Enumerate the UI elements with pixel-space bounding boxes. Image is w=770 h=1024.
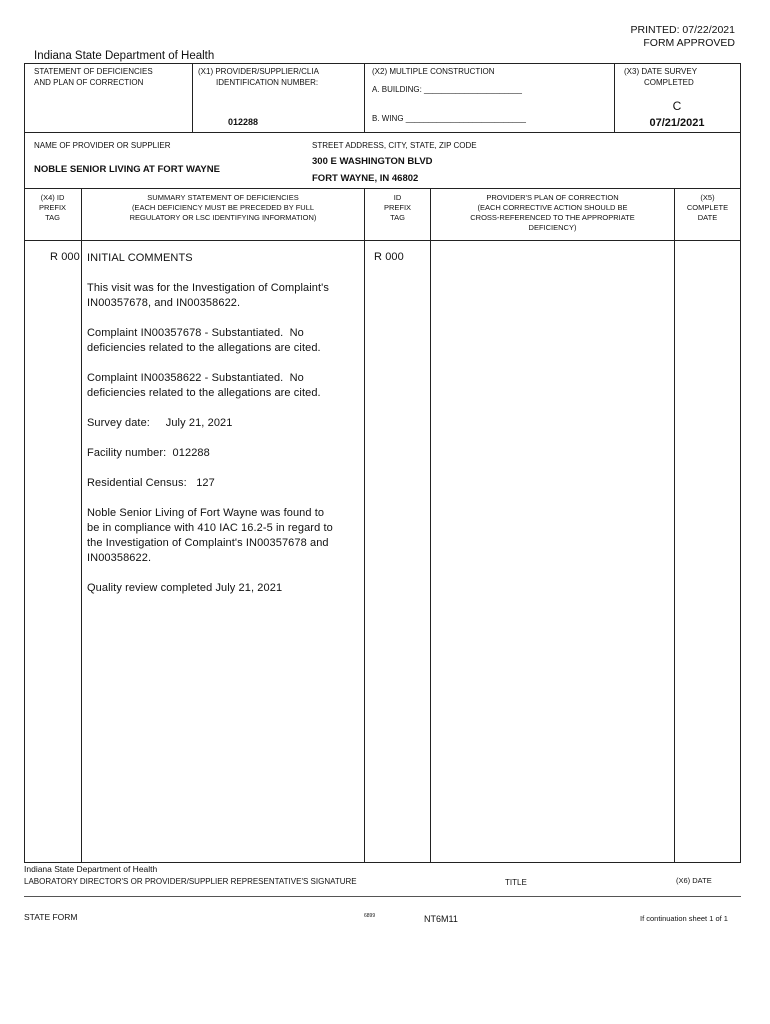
statement-label-line1: STATEMENT OF DEFICIENCIES	[34, 67, 153, 76]
paragraph: This visit was for the Investigation of Complaint's IN00357678, and IN00358622.	[87, 282, 329, 309]
divider	[24, 188, 741, 189]
printed-date: PRINTED: 07/22/2021	[630, 24, 735, 36]
x1-label-line1: (X1) PROVIDER/SUPPLIER/CLIA	[198, 67, 319, 76]
form-top-border	[24, 63, 741, 64]
building-field: A. BUILDING: ______________________	[372, 85, 522, 94]
address-label: STREET ADDRESS, CITY, STATE, ZIP CODE	[312, 141, 477, 150]
x5-header-line2: COMPLETE	[686, 203, 729, 212]
x1-label-line2: IDENTIFICATION NUMBER:	[216, 78, 319, 87]
x3-label-line2: COMPLETED	[644, 78, 694, 87]
entry-body	[87, 281, 357, 611]
id-header	[365, 193, 430, 223]
x6-date-label: (X6) DATE	[676, 876, 712, 885]
paragraph: Noble Senior Living of Fort Wayne was found to be in compliance with 410 IAC 16.2-5 in regard to the Investigation of Complaint's IN00357678 and IN00358622.	[87, 507, 333, 564]
summary-header	[82, 193, 364, 223]
summary-header-line3: REGULATORY OR LSC IDENTIFYING INFORMATION)	[129, 213, 317, 222]
divider	[192, 63, 193, 132]
signature-label: LABORATORY DIRECTOR'S OR PROVIDER/SUPPLIER REPRESENTATIVE'S SIGNATURE	[24, 877, 357, 886]
paragraph: Complaint IN00358622 - Substantiated. No deficiencies related to the allegations are cited.	[87, 372, 321, 399]
paragraph: Residential Census: 127	[87, 477, 215, 489]
x3-label	[624, 66, 697, 88]
x4-header-line2: PREFIX	[38, 203, 67, 212]
x5-header	[675, 193, 740, 223]
id-header-line1: ID	[393, 193, 402, 202]
address-line2: FORT WAYNE, IN 46802	[312, 173, 419, 184]
summary-header-line1: SUMMARY STATEMENT OF DEFICIENCIES	[147, 193, 299, 202]
paragraph: Quality review completed July 21, 2021	[87, 582, 283, 594]
plan-header-line2: (EACH CORRECTIVE ACTION SHOULD BE	[477, 203, 628, 212]
plan-header-line3: CROSS-REFERENCED TO THE APPROPRIATE	[470, 213, 635, 222]
title-label: TITLE	[505, 878, 527, 887]
wing-field: B. WING ___________________________	[372, 114, 526, 123]
agency-header: Indiana State Department of Health	[34, 50, 215, 62]
footer-agency: Indiana State Department of Health	[24, 864, 158, 874]
statement-label-line2: AND PLAN OF CORRECTION	[34, 78, 144, 87]
divider	[674, 188, 675, 862]
plan-header-line1: PROVIDER'S PLAN OF CORRECTION	[486, 193, 619, 202]
provider-id-value: 012288	[228, 117, 259, 127]
x2-label: (X2) MULTIPLE CONSTRUCTION	[372, 67, 495, 76]
state-form-label: STATE FORM	[24, 912, 78, 922]
form-number: 6899	[364, 913, 376, 919]
continuation-label: If continuation sheet 1 of 1	[640, 914, 728, 923]
survey-code: C	[672, 99, 682, 113]
id-tag: R 000	[374, 251, 404, 263]
provider-name: NOBLE SENIOR LIVING AT FORT WAYNE	[34, 164, 220, 175]
statement-label	[34, 66, 153, 88]
divider	[24, 240, 741, 241]
summary-header-line2: (EACH DEFICIENCY MUST BE PRECEDED BY FULL	[131, 203, 315, 212]
form-left-border	[24, 63, 25, 863]
id-header-line3: TAG	[390, 213, 405, 222]
paragraph: Complaint IN00357678 - Substantiated. No deficiencies related to the allegations are cited.	[87, 327, 321, 354]
x4-header	[24, 193, 81, 223]
x4-header-line1: (X4) ID	[40, 193, 65, 202]
x5-header-line3: DATE	[697, 213, 718, 222]
x1-label	[198, 66, 358, 88]
id-header-line2: PREFIX	[383, 203, 412, 212]
divider	[81, 188, 82, 862]
plan-header-line4: DEFICIENCY)	[528, 223, 577, 232]
divider	[24, 896, 741, 897]
form-status: FORM APPROVED	[643, 37, 735, 49]
prefix-tag: R 000	[50, 251, 80, 263]
paragraph: Survey date: July 21, 2021	[87, 417, 233, 429]
divider	[24, 132, 741, 133]
address-line1: 300 E WASHINGTON BLVD	[312, 156, 433, 167]
event-id: NT6M11	[424, 914, 458, 924]
entry-heading: INITIAL COMMENTS	[87, 252, 193, 264]
divider	[364, 188, 365, 862]
paragraph: Facility number: 012288	[87, 447, 210, 459]
x4-header-line3: TAG	[45, 213, 60, 222]
divider	[430, 188, 431, 862]
survey-date: 07/21/2021	[649, 117, 705, 129]
form-bottom-border	[24, 862, 741, 863]
form-right-border	[740, 63, 741, 863]
plan-header	[431, 193, 674, 233]
divider	[364, 63, 365, 132]
provider-name-label: NAME OF PROVIDER OR SUPPLIER	[34, 141, 171, 150]
x3-label-line1: (X3) DATE SURVEY	[624, 67, 698, 76]
x5-header-line1: (X5)	[700, 193, 715, 202]
